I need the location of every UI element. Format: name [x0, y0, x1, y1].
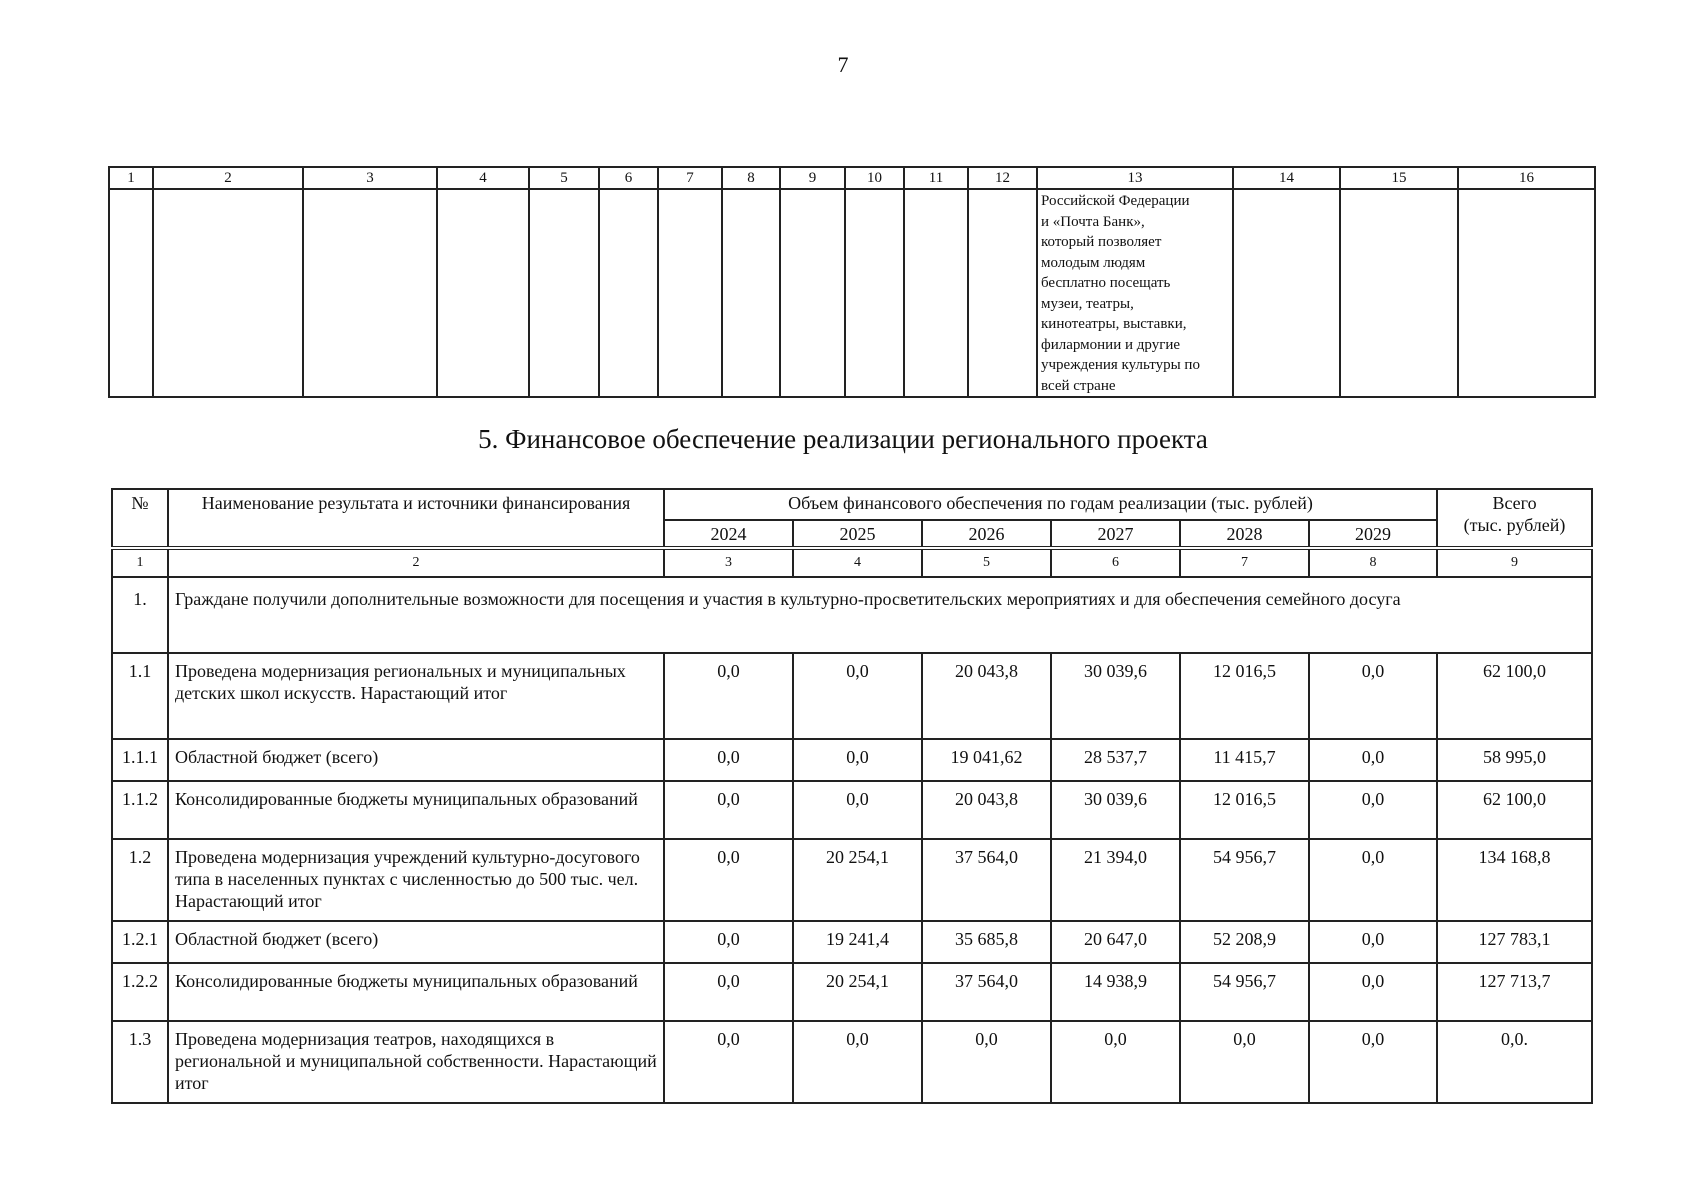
- value-2025: 0,0: [793, 653, 922, 739]
- value-2024: 0,0: [664, 739, 793, 781]
- column-number: 5: [922, 548, 1051, 577]
- table-cell: [722, 189, 780, 397]
- column-number: 14: [1233, 167, 1340, 189]
- value-2026: 37 564,0: [922, 839, 1051, 921]
- column-number: 8: [722, 167, 780, 189]
- value-2025: 20 254,1: [793, 963, 922, 1021]
- column-13-text: [1038, 190, 1232, 396]
- text-line: музеи, театры,: [1041, 295, 1134, 312]
- table-row: [112, 921, 1592, 963]
- row-num: 1.1: [112, 653, 168, 739]
- table-row: [112, 1021, 1592, 1103]
- table-cell: [109, 189, 153, 397]
- column-13-cell: [1037, 189, 1233, 397]
- table-cell: [529, 189, 599, 397]
- value-2028: 54 956,7: [1180, 839, 1309, 921]
- header-year: 2024: [664, 520, 793, 548]
- value-2027: 0,0: [1051, 1021, 1180, 1103]
- value-total: 127 783,1: [1437, 921, 1592, 963]
- table-row: [112, 839, 1592, 921]
- value-2025: 0,0: [793, 739, 922, 781]
- header-total: [1437, 489, 1592, 548]
- table-cell: [1233, 189, 1340, 397]
- section-row: [112, 577, 1592, 653]
- column-number: 4: [437, 167, 529, 189]
- text-line: Российской Федерации: [1041, 193, 1190, 209]
- header-row: [112, 489, 1592, 520]
- table-cell: [437, 189, 529, 397]
- text-line: который позволяет: [1041, 234, 1162, 250]
- value-2025: 0,0: [793, 1021, 922, 1103]
- value-2028: 54 956,7: [1180, 963, 1309, 1021]
- row-name: Консолидированные бюджеты муниципальных образований: [168, 963, 664, 1021]
- continuation-table: [108, 166, 1596, 398]
- column-number: 12: [968, 167, 1037, 189]
- text-line: бесплатно посещать: [1041, 275, 1171, 291]
- column-number: 6: [599, 167, 658, 189]
- value-2027: 30 039,6: [1051, 781, 1180, 839]
- column-number: 7: [658, 167, 722, 189]
- value-2026: 20 043,8: [922, 653, 1051, 739]
- row-num: 1.1.1: [112, 739, 168, 781]
- value-2024: 0,0: [664, 963, 793, 1021]
- value-2027: 14 938,9: [1051, 963, 1180, 1021]
- column-number: 1: [112, 548, 168, 577]
- table-cell: [658, 189, 722, 397]
- value-2028: 11 415,7: [1180, 739, 1309, 781]
- column-number: 3: [664, 548, 793, 577]
- table-cell: [780, 189, 845, 397]
- row-num: 1.3: [112, 1021, 168, 1103]
- column-number: 9: [780, 167, 845, 189]
- value-2027: 30 039,6: [1051, 653, 1180, 739]
- table-cell: [303, 189, 437, 397]
- value-total: 134 168,8: [1437, 839, 1592, 921]
- value-2029: 0,0: [1309, 653, 1437, 739]
- table-cell: [1458, 189, 1595, 397]
- row-num: 1.2.1: [112, 921, 168, 963]
- column-number: 4: [793, 548, 922, 577]
- section-title: 5. Финансовое обеспечение реализации регионального проекта: [478, 424, 1208, 454]
- table-cell: [968, 189, 1037, 397]
- value-2029: 0,0: [1309, 781, 1437, 839]
- text-line: филармонии и другие: [1041, 336, 1181, 353]
- row-name: Консолидированные бюджеты муниципальных образований: [168, 781, 664, 839]
- row-name: Проведена модернизация региональных и муниципальных детских школ искусств. Нарастающий итог: [168, 653, 664, 739]
- section-text: Граждане получили дополнительные возможности для посещения и участия в культурно-просветительских мероприятиях и для обеспечения семейного досуга: [168, 577, 1592, 653]
- row-num: 1.2: [112, 839, 168, 921]
- column-number-row: [109, 167, 1595, 189]
- header-year: 2025: [793, 520, 922, 548]
- value-2026: 35 685,8: [922, 921, 1051, 963]
- value-total: 58 995,0: [1437, 739, 1592, 781]
- table-row: [112, 781, 1592, 839]
- section-num: 1.: [112, 577, 168, 653]
- row-name: Проведена модернизация учреждений культурно-досугового типа в населенных пунктах с численностью до 500 тыс. чел. Нарастающий итог: [168, 839, 664, 921]
- value-2027: 28 537,7: [1051, 739, 1180, 781]
- value-2029: 0,0: [1309, 839, 1437, 921]
- row-name: Областной бюджет (всего): [168, 921, 664, 963]
- page-number: 7: [837, 52, 849, 77]
- column-number: 9: [1437, 548, 1592, 577]
- header-name: Наименование результата и источники финансирования: [168, 489, 664, 548]
- value-2028: 12 016,5: [1180, 781, 1309, 839]
- column-number: 1: [109, 167, 153, 189]
- value-2024: 0,0: [664, 653, 793, 739]
- value-2024: 0,0: [664, 839, 793, 921]
- value-2025: 20 254,1: [793, 839, 922, 921]
- value-2029: 0,0: [1309, 963, 1437, 1021]
- value-2028: 0,0: [1180, 1021, 1309, 1103]
- value-total: 62 100,0: [1437, 781, 1592, 839]
- value-2029: 0,0: [1309, 1021, 1437, 1103]
- value-2026: 37 564,0: [922, 963, 1051, 1021]
- column-number: 10: [845, 167, 904, 189]
- column-number: 5: [529, 167, 599, 189]
- table-row: [112, 653, 1592, 739]
- row-name: Проведена модернизация театров, находящихся в региональной и муниципальной собственности. Нарастающий итог: [168, 1021, 664, 1103]
- table-cell: [1340, 189, 1458, 397]
- header-year: 2028: [1180, 520, 1309, 548]
- table-cell: [904, 189, 968, 397]
- text-line: учреждения культуры по: [1041, 357, 1200, 373]
- value-2025: 0,0: [793, 781, 922, 839]
- table-cell: [845, 189, 904, 397]
- value-2026: 19 041,62: [922, 739, 1051, 781]
- header-year: 2027: [1051, 520, 1180, 548]
- column-number: 7: [1180, 548, 1309, 577]
- value-2027: 20 647,0: [1051, 921, 1180, 963]
- value-total: 62 100,0: [1437, 653, 1592, 739]
- header-year: 2029: [1309, 520, 1437, 548]
- table-row: [112, 739, 1592, 781]
- column-number-row: [112, 548, 1592, 577]
- header-num: №: [112, 489, 168, 548]
- value-2026: 0,0: [922, 1021, 1051, 1103]
- value-total: 0,0.: [1437, 1021, 1592, 1103]
- column-number: 8: [1309, 548, 1437, 577]
- value-2024: 0,0: [664, 781, 793, 839]
- table-row: [112, 963, 1592, 1021]
- header-total-line1: Всего: [1492, 493, 1537, 513]
- header-years-caption: Объем финансового обеспечения по годам реализации (тыс. рублей): [664, 489, 1437, 520]
- header-year: 2026: [922, 520, 1051, 548]
- value-2024: 0,0: [664, 921, 793, 963]
- table-cell: [599, 189, 658, 397]
- value-total: 127 713,7: [1437, 963, 1592, 1021]
- table-cell: [153, 189, 303, 397]
- row-num: 1.2.2: [112, 963, 168, 1021]
- row-num: 1.1.2: [112, 781, 168, 839]
- value-2029: 0,0: [1309, 739, 1437, 781]
- finance-table: [111, 488, 1593, 1104]
- column-number: 16: [1458, 167, 1595, 189]
- header-total-line2: (тыс. рублей): [1463, 515, 1566, 535]
- column-number: 15: [1340, 167, 1458, 189]
- value-2029: 0,0: [1309, 921, 1437, 963]
- column-number: 11: [904, 167, 968, 189]
- value-2028: 12 016,5: [1180, 653, 1309, 739]
- value-2025: 19 241,4: [793, 921, 922, 963]
- value-2028: 52 208,9: [1180, 921, 1309, 963]
- row-name: Областной бюджет (всего): [168, 739, 664, 781]
- column-number: 2: [168, 548, 664, 577]
- text-line: всей стране: [1041, 377, 1116, 394]
- column-number: 13: [1037, 167, 1233, 189]
- column-number: 2: [153, 167, 303, 189]
- continuation-row: [109, 189, 1595, 397]
- text-line: и «Почта Банк»,: [1041, 213, 1145, 230]
- text-line: кинотеатры, выставки,: [1041, 316, 1187, 332]
- value-2024: 0,0: [664, 1021, 793, 1103]
- text-line: молодым людям: [1041, 254, 1146, 271]
- column-number: 3: [303, 167, 437, 189]
- value-2027: 21 394,0: [1051, 839, 1180, 921]
- column-number: 6: [1051, 548, 1180, 577]
- value-2026: 20 043,8: [922, 781, 1051, 839]
